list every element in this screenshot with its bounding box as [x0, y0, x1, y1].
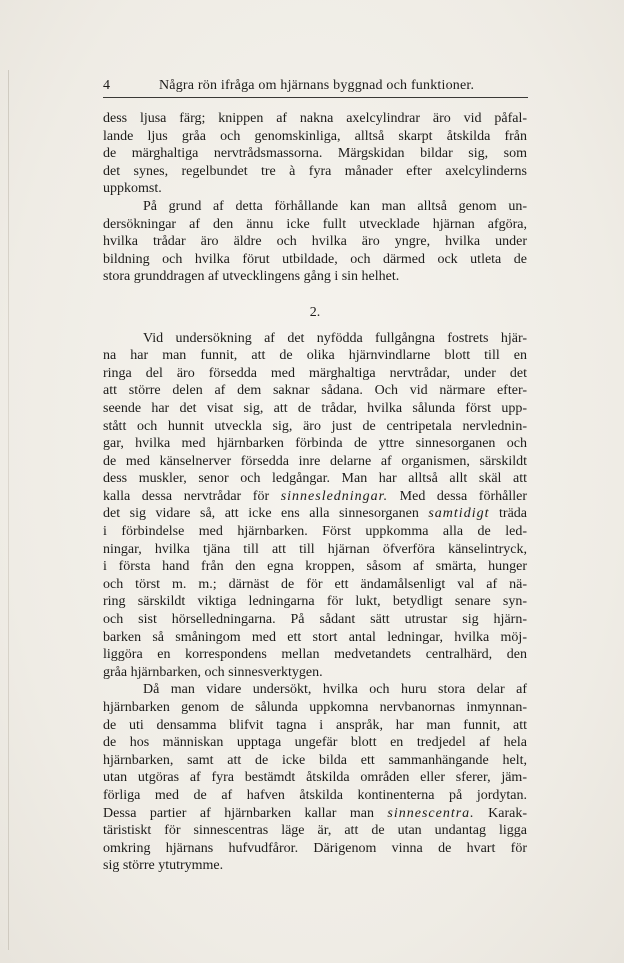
text-run: Karak-: [474, 805, 527, 821]
page-number: 4: [103, 78, 110, 93]
text-line: hjärnbarken genom de sålunda uppkomna nervbanornas inmynnan-: [103, 700, 527, 715]
page-edge-shadow: [8, 70, 9, 950]
running-title: Några rön ifråga om hjärnans byggnad och funktioner.: [159, 78, 475, 93]
text-line: förliga med de af hafven åtskilda kontinenterna på jordytan.: [103, 787, 527, 803]
emphasis-samtidigt: samtidigt: [428, 506, 490, 522]
text-run: träda: [489, 506, 527, 522]
text-line: de uti densamma blifvit tagna i anspråk, har man funnit, att: [103, 717, 527, 733]
text-run: Dessa partier af hjärnbarken kallar man: [103, 805, 388, 821]
text-line: sig större ytutrymme.: [103, 858, 224, 874]
text-line: na har man funnit, att de olika hjärnvindlarne blott till en: [103, 348, 527, 364]
text-line: dess ljusa färg; knippen af nakna axelcylindrar äro vid påfal-: [103, 111, 527, 126]
text-line: i första hand från den egna kroppen, såsom af smärta, hunger: [103, 559, 527, 575]
text-line: och sist hörselledningarna. På sådant sätt utrustar sig hjärn-: [103, 612, 527, 628]
paragraph-3: [103, 330, 527, 682]
paragraph-2: [103, 198, 527, 286]
text-line: gråa hjärnbarken, och sinnesverktygen.: [103, 664, 323, 680]
text-line: ring särskildt viktiga ledningarna för lukt, betydligt senare syn-: [103, 594, 527, 610]
text-line: hvilka trådar äro äldre och hvilka äro yngre, hvilka under: [103, 234, 527, 250]
text-line: bildning och hvilka förut utbildade, och därmed ock utleta de: [103, 251, 527, 267]
text-line: Vid undersökning af det nyfödda fullgångna fostrets hjär-: [143, 330, 527, 346]
text-line: ringa del äro försedda med märghaltiga nervtrådar, under det: [103, 365, 527, 381]
text-line: utan utgöras af fyra bestämdt åtskilda områden eller sferer, jäm-: [103, 770, 527, 786]
text-line: gar, hvilka med hjärnbarken förbinda de yttre sinnesorganen och: [103, 436, 527, 452]
emphasis-sinnescentra: sinnescentra.: [387, 805, 475, 821]
text-line: uppkomst.: [103, 181, 162, 197]
text-line: i förbindelse med hjärnbarken. Först uppkomma alla de led-: [103, 524, 527, 540]
body-text: [103, 110, 527, 875]
text-line: hjärnbarken, samt att de icke bilda ett sammanhängande helt,: [103, 752, 527, 768]
text-run: Med dessa förhåller: [388, 488, 527, 504]
text-line: seende har det visat sig, att de trådar, hvilka sålunda först upp-: [103, 400, 527, 416]
paragraph-4: [103, 681, 527, 875]
text-line: stått och hunnit utveckla sig, äro just de centripetala nervlednin-: [103, 418, 527, 434]
text-line: [103, 505, 527, 523]
text-run: kalla dessa nervtrådar för: [103, 488, 281, 504]
text-line: omkring hjärnans hufvudfåror. Därigenom vinna de hvart för: [103, 840, 527, 856]
text-line: de med känselnerver försedda inre delarne af organismen, särskildt: [103, 453, 527, 469]
text-line: ningar, hvilka tjäna till att till hjärnan öfverföra känselintryck,: [103, 541, 527, 557]
text-line: [103, 805, 527, 823]
text-line: täristiskt för sinnescentras läge är, att de utan undantag ligga: [103, 823, 527, 839]
text-line: det synes, regelbundet tre à fyra månader efter axelcylinderns: [103, 163, 527, 179]
text-line: På grund af detta förhållande kan man alltså genom un-: [143, 198, 527, 214]
text-line: liggöra en korrespondens mellan medvetandets centralhärd, den: [103, 647, 527, 663]
text-line: att större delen af dem saknar sådana. Och vid närmare efter-: [103, 383, 527, 399]
text-line: de hos människan upptaga ungefär blott en tredjedel af hela: [103, 735, 527, 751]
text-line: de märghaltiga nervtrådsmassorna. Märgskidan bildar sig, som: [103, 146, 527, 162]
text-line: [103, 488, 527, 506]
text-line: stora grunddragen af utvecklingens gång i sin helhet.: [103, 269, 400, 285]
text-run: det sig vidare så, att icke ens alla sinnesorganen: [103, 506, 429, 522]
text-line: Då man vidare undersökt, hvilka och huru stora delar af: [143, 682, 527, 698]
text-line: barken så småningom med ett stort antal ledningar, hvilka möj-: [103, 629, 527, 645]
text-line: lande ljus gråa och genomskinliga, alltså skarpt åtskilda från: [103, 128, 527, 144]
section-number: 2.: [309, 304, 321, 320]
text-line: och törst m. m.; därnäst de för ett ändamålsenligt val af nä-: [103, 576, 527, 592]
paragraph-1: [103, 110, 527, 198]
emphasis-sinnesledningar: sinnesledningar.: [280, 488, 389, 504]
header-rule: [103, 97, 528, 98]
text-line: dess muskler, senor och ledgångar. Man har alltså allt skäl att: [103, 471, 527, 487]
text-line: dersökningar af den ännu icke fullt utvecklade hjärnan afgöra,: [103, 216, 527, 232]
running-header: [103, 76, 528, 96]
